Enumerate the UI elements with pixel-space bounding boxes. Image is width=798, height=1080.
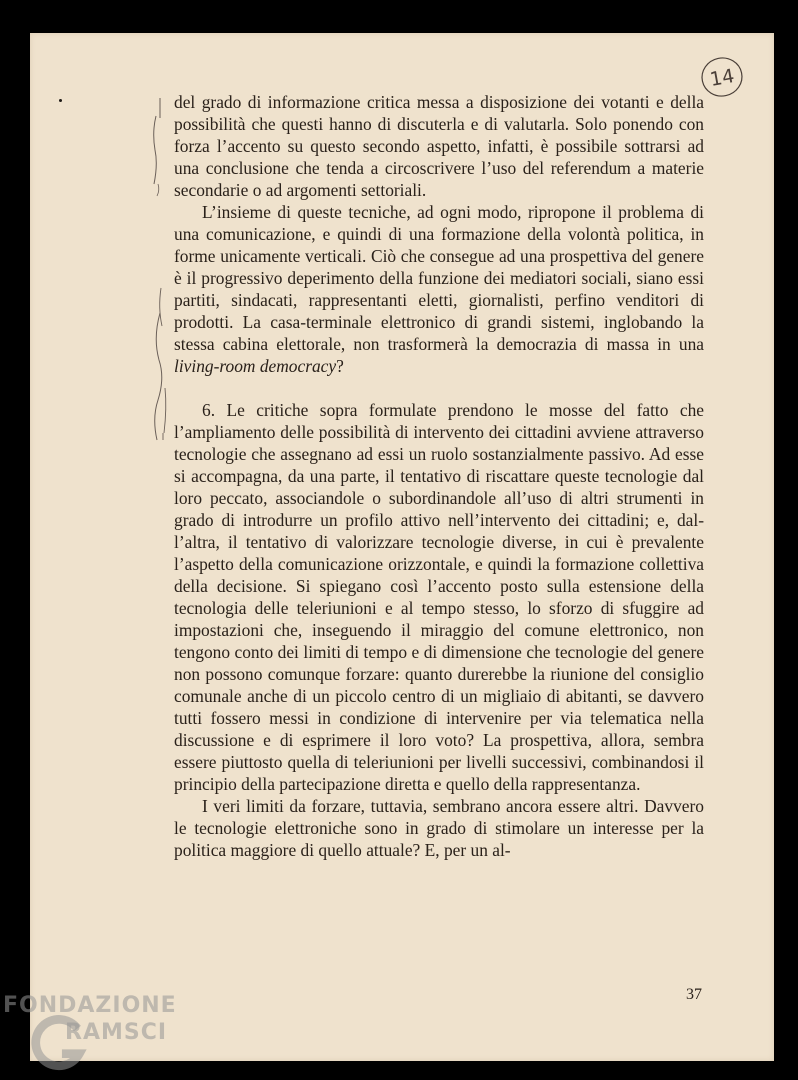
paragraph-2 xyxy=(174,201,704,377)
paragraph-1-text: del grado di informazione critica messa a disposizione dei votanti e della possibilità che questi hanno di discuterla e di valutarla. Solo ponendo con forza l’accento su questo secondo aspetto, infatti, è possibile sottrarsi ad una conclusione che tenda a circoscrivere l’uso del referendum a materie secondarie o ad argomenti settoriali. xyxy=(174,92,704,200)
paragraph-4 xyxy=(174,795,704,861)
archive-number-text: 14 xyxy=(708,65,736,91)
paragraph-2-emphasis: living-room democracy xyxy=(174,356,337,376)
watermark-line-2: RAMSCI xyxy=(65,1020,168,1045)
paragraph-3-text: 6. Le critiche sopra formulate prendono le mosse del fatto che l’ampliamento delle possibilità di intervento dei cittadini avviene attraverso tecnologie che assegnano ad essi un ruolo sostanzialmente passivo. Ad esse si accompagna, da una parte, il tentativo di riscattare queste tecnologie dal loro peccato, associandole o subordinandole all’uso di altri strumenti in grado di introdurre un profilo attivo nell’intervento dei cittadini; e, dall’altra, il tentativo di valorizzare tecnologie diverse, in cui è prevalente l’aspetto della comunicazione orizzontale, e quindi la formazione collettiva della decisione. Si spiegano così l’accento posto sulla estensione della tecnologia delle teleriunioni e al tempo stesso, lo sforzo di sfuggire ad impostazioni che, inseguendo il miraggio del comune elettronico, non tengono conto dei limiti di tempo e di dimensione che tecnologie del genere non possono comunque forzare: quanto durerebbe la riunione del consiglio comunale anche di un piccolo centro di un migliaio di abitanti, se davvero tutti fossero messi in condizione di intervenire per via telematica nella discussione e di esprimere il loro voto? La prospettiva, allora, sembra essere piuttosto quella di teleriunioni per livelli successivi, combinandosi il principio della partecipazione diretta e quello della rappresentanza. xyxy=(174,400,704,794)
paragraph-1 xyxy=(174,91,704,201)
watermark-line-1: FONDAZIONE xyxy=(3,993,177,1018)
margin-pencil-marks xyxy=(138,88,178,468)
document-page xyxy=(30,33,774,1061)
paragraph-4-text: I veri limiti da forzare, tuttavia, sembrano ancora essere altri. Davvero le tecnologie elettroniche sono in grado di stimolare un interesse per la politica maggiore di quello attuale? E, per un al- xyxy=(174,796,704,860)
body-text xyxy=(174,91,704,861)
ink-dot xyxy=(59,99,62,102)
paragraph-3 xyxy=(174,399,704,795)
paragraph-2-after: ? xyxy=(336,356,344,376)
paragraph-2-text: L’insieme di queste tecniche, ad ogni modo, ripropone il problema di una comunicazione, e quindi di una formazione della volontà politica, in forme unicamente verticali. Ciò che consegue ad una prospettiva del genere è il progressivo deperimento della funzione dei mediatori sociali, siano essi partiti, sindacati, rappresentanti eletti, giornalisti, perfino venditori di prodotti. La casa-terminale elettronico di grandi sistemi, inglobando la stessa cabina elettorale, non trasformerà la democrazia di massa in una xyxy=(174,202,704,354)
archive-number-annotation xyxy=(700,55,744,99)
fondazione-gramsci-watermark xyxy=(3,993,203,1075)
page-number: 37 xyxy=(686,986,702,1003)
